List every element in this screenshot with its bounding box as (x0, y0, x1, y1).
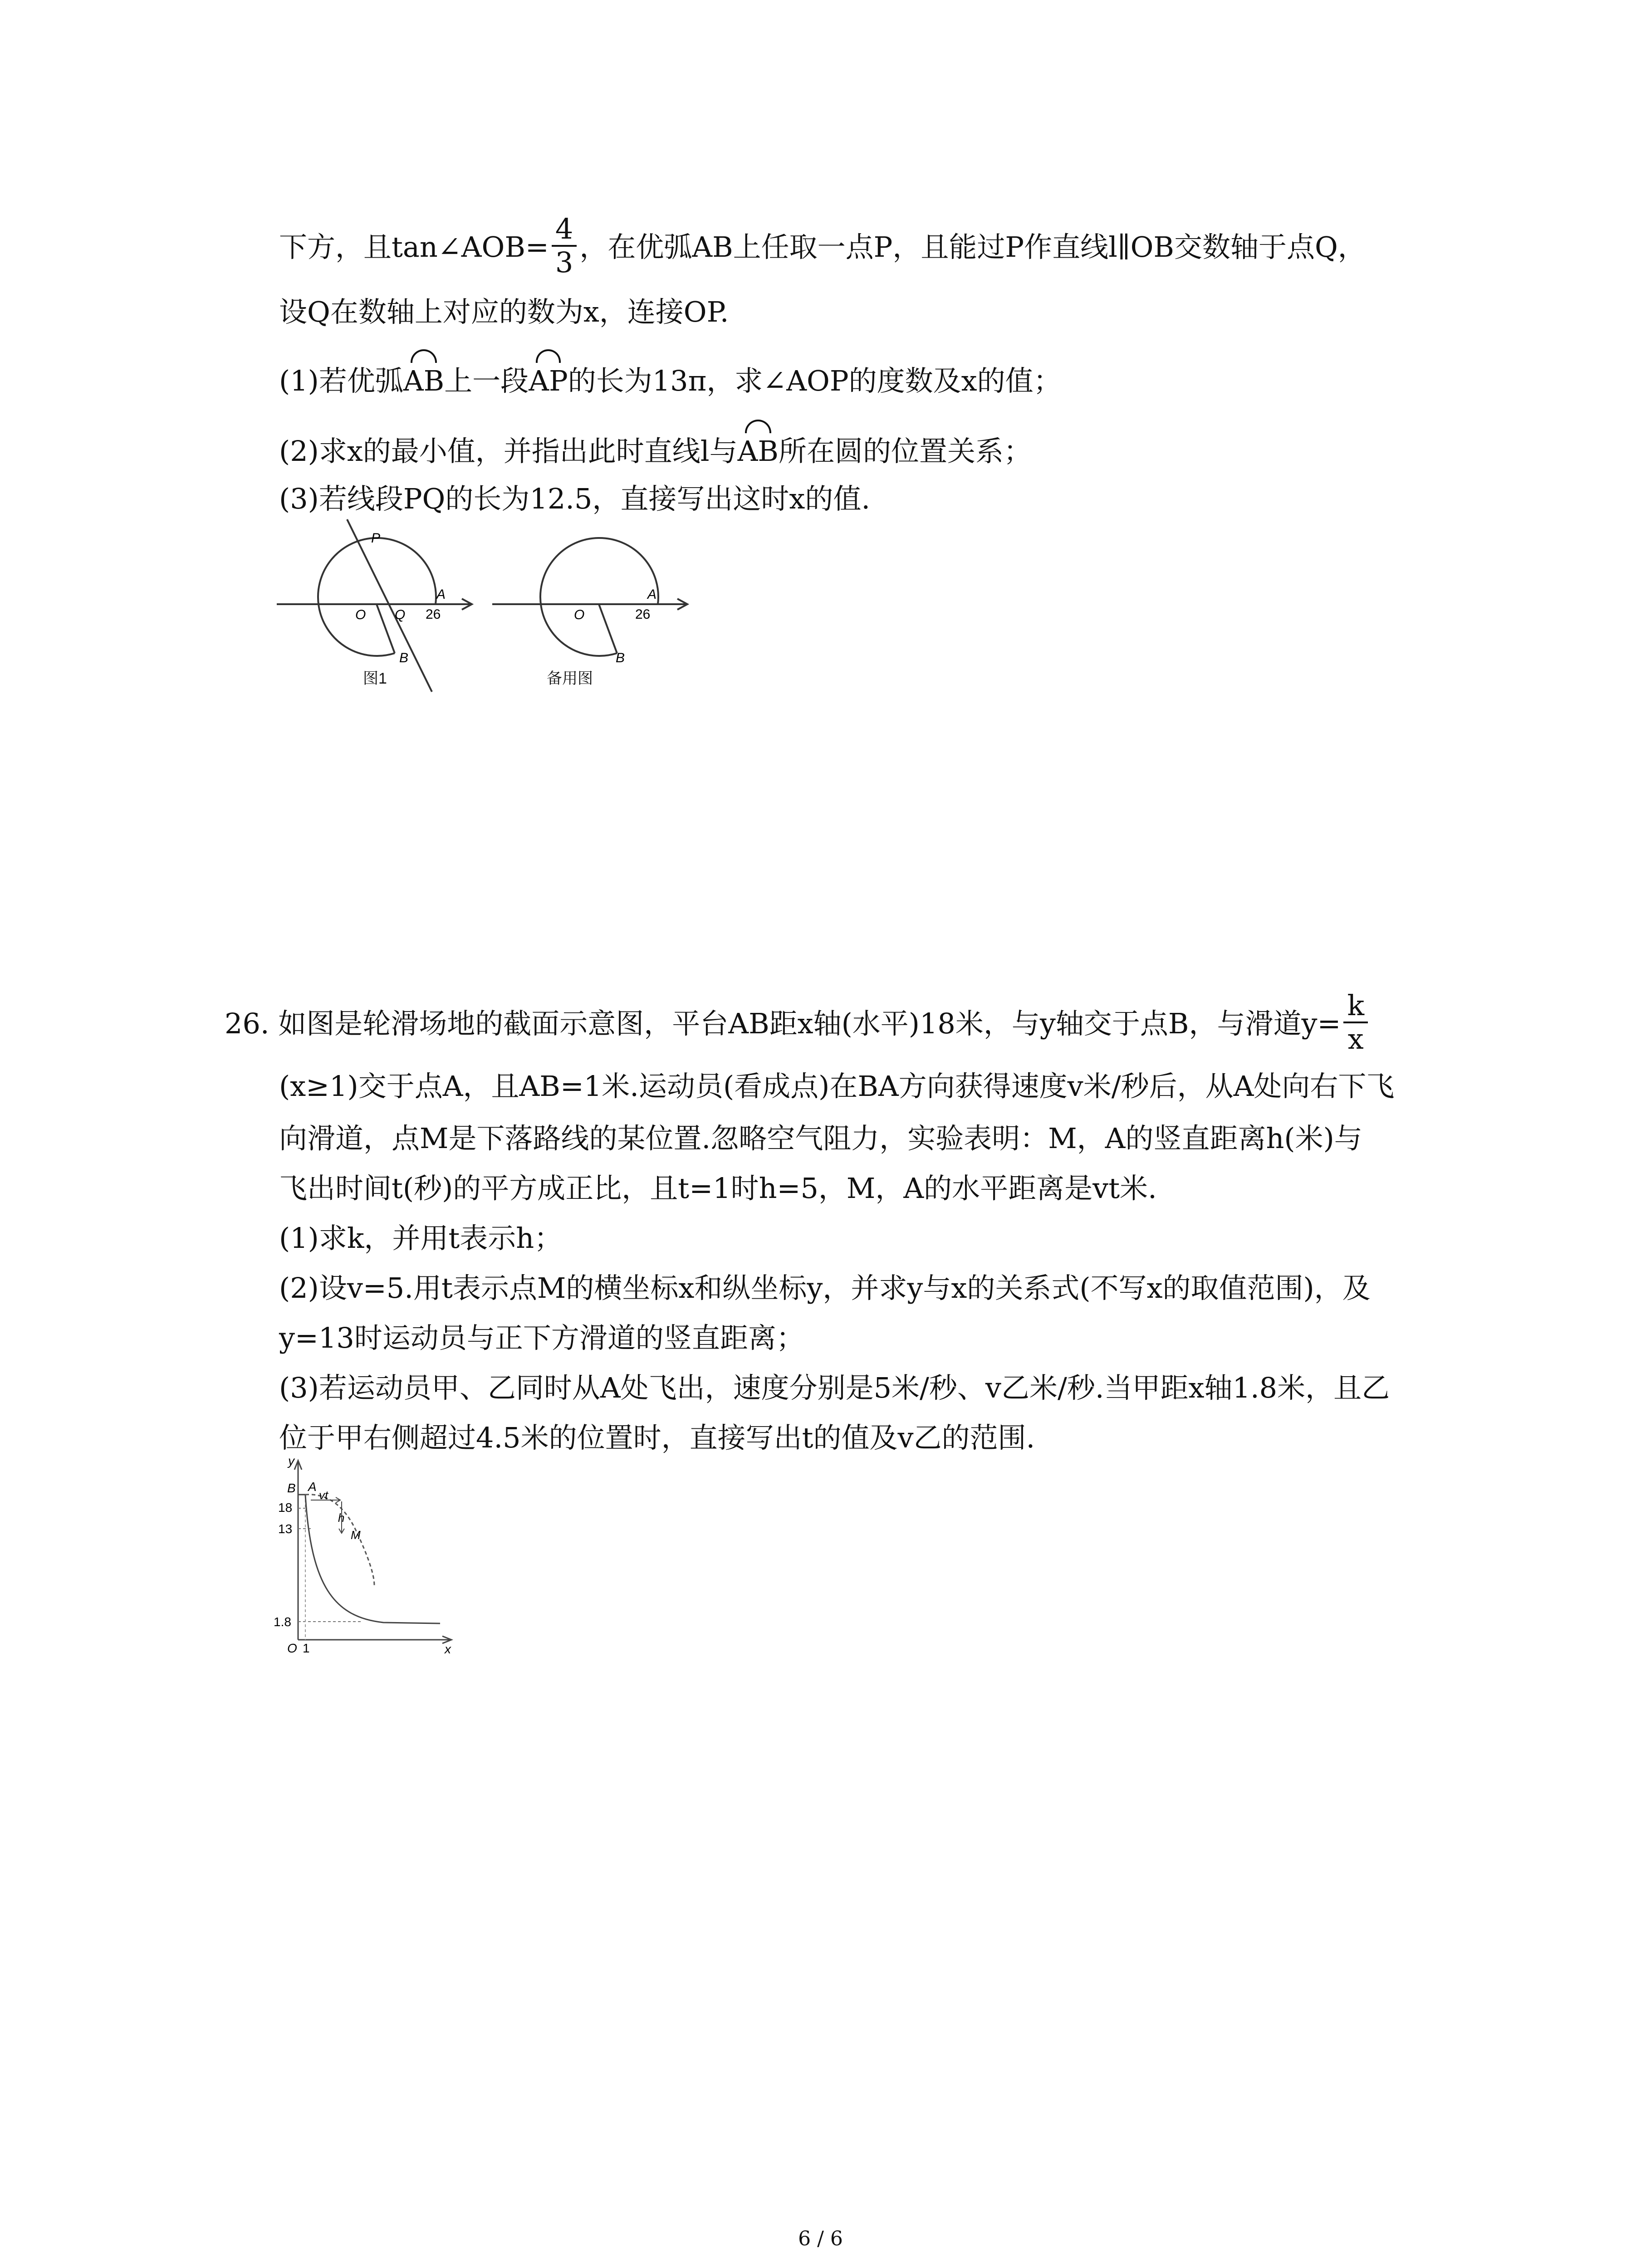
major-arc-circle (318, 538, 436, 656)
q25-line-1 (279, 212, 1366, 282)
q25-part-1-text-c: 的长为13π，求∠AOP的度数及x的值； (568, 364, 1062, 397)
q25-part-3: (3)若线段PQ的长为12.5，直接写出这时x的值. (279, 482, 871, 515)
label-p: P (371, 531, 381, 546)
q25-part-2-text-a: (2)求x的最小值，并指出此时直线l与 (279, 435, 738, 468)
fraction-k-x (1343, 990, 1368, 1055)
q26-line-1-text: 26. 如图是轮滑场地的截面示意图，平台AB距x轴(水平)18米，与y轴交于点B，与滑道y= (225, 1007, 1341, 1041)
flight-path (305, 1495, 374, 1585)
q26-part-1: (1)求k，并用t表示h； (279, 1222, 563, 1255)
label-o-spare: O (574, 607, 585, 622)
segment-ob-spare (599, 604, 617, 653)
label-x: x (445, 1642, 451, 1656)
label-m: M (351, 1528, 361, 1542)
q25-line-1-text-b: ，在优弧AB上任取一点P，且能过P作直线l∥OB交数轴于点Q， (579, 230, 1366, 264)
tick-1-8: 1.8 (274, 1615, 291, 1629)
arc-ap-notation: AP (529, 363, 568, 399)
q26-part-3-cont: 位于甲右侧超过4.5米的位置时，直接写出t的值及v乙的范围. (279, 1421, 1035, 1454)
q26-line-3: 向滑道，点M是下落路线的某位置.忽略空气阻力，实验表明：M，A的竖直距离h(米)与 (279, 1122, 1362, 1155)
q25-part-1 (279, 363, 1062, 399)
q25-line-2: 设Q在数轴上对应的数为x，连接OP. (279, 295, 729, 328)
fraction-k-numerator: k (1343, 990, 1368, 1023)
label-a-spare: A (647, 587, 657, 602)
q25-line-1-text-a: 下方，且tan∠AOB= (279, 230, 549, 264)
page-number: 6 / 6 (798, 2227, 843, 2250)
label-origin: O (287, 1641, 297, 1655)
tick-13: 13 (278, 1522, 293, 1536)
label-26: 26 (426, 607, 441, 622)
tick-18: 18 (278, 1501, 293, 1515)
label-q: Q (395, 607, 406, 622)
label-vt: vt (319, 1488, 328, 1502)
q26-part-2-cont: y=13时运动员与正下方滑道的竖直距离； (279, 1321, 804, 1354)
label-a: A (436, 587, 446, 602)
figure-spare-caption: 备用图 (547, 670, 593, 687)
arc-ab-notation-2: AB (738, 433, 779, 469)
label-o: O (355, 607, 366, 622)
q26-part-3: (3)若运动员甲、乙同时从A处飞出，速度分别是5米/秒、v乙米/秒.当甲距x轴1.8米，且乙 (279, 1371, 1390, 1404)
q26-line-4: 飞出时间t(秒)的平方成正比，且t=1时h=5，M，A的水平距离是vt米. (279, 1172, 1157, 1205)
label-a: A (308, 1480, 317, 1494)
fraction-denominator: 3 (555, 246, 573, 279)
figure-1-caption: 图1 (363, 670, 387, 687)
label-h: h (338, 1511, 345, 1525)
fraction-numerator: 4 (552, 213, 577, 247)
q26-line-1 (225, 989, 1371, 1059)
q25-part-1-text-a: (1)若优弧 (279, 364, 403, 397)
q25-part-2-text-b: 所在圆的位置关系； (778, 435, 1032, 468)
q25-part-1-text-b: 上一段 (444, 364, 529, 397)
label-b: B (287, 1481, 296, 1495)
figure-q26-diagram (270, 1449, 460, 1658)
label-b: B (399, 650, 409, 665)
arc-ab-notation: AB (403, 363, 444, 399)
fraction-x-denominator: x (1347, 1022, 1364, 1056)
q26-part-2: (2)设v=5.用t表示点M的横坐标x和纵坐标y，并求y与x的关系式(不写x的取值范围)，及 (279, 1271, 1371, 1305)
q25-part-2 (279, 433, 1032, 469)
figure-q26 (270, 1449, 460, 1658)
tick-1: 1 (303, 1641, 310, 1655)
q26-line-2: (x≥1)交于点A，且AB=1米.运动员(看成点)在BA方向获得速度v米/秒后，从A处向右下飞 (279, 1070, 1395, 1103)
label-26-spare: 26 (635, 607, 651, 622)
major-arc-circle-spare (540, 538, 658, 656)
slide-curve (305, 1495, 440, 1623)
fraction-4-3 (552, 213, 577, 279)
label-b-spare: B (616, 650, 625, 665)
line-l (347, 519, 432, 692)
label-y: y (288, 1454, 294, 1468)
